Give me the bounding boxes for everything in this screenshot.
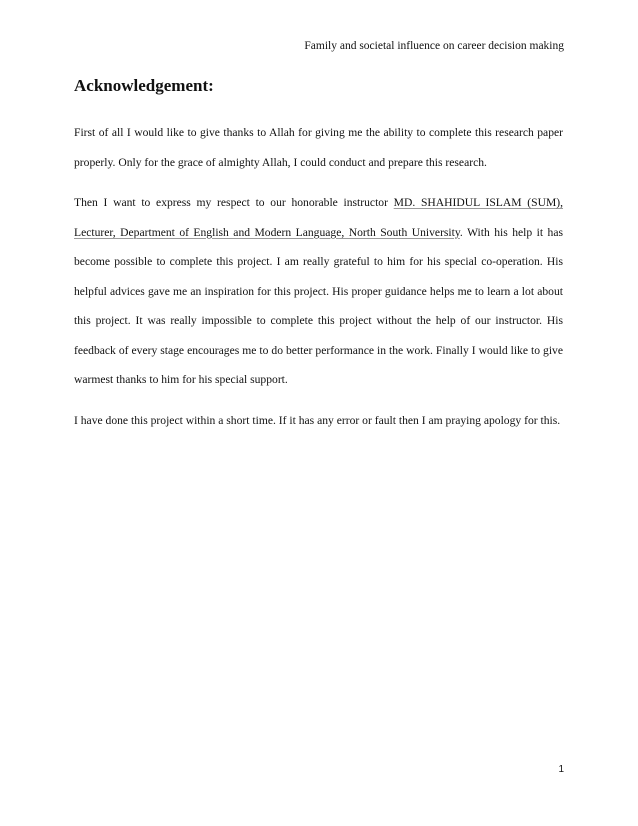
paragraph-intro-text: Then I want to express my respect to our honorable instructor: [74, 196, 394, 209]
page-title: Acknowledgement:: [74, 76, 214, 95]
running-header: Family and societal influence on career decision making: [304, 40, 564, 52]
page-number: 1: [558, 764, 564, 775]
paragraph-remaining-text: . With his help it has become possible to complete this project. I am really grateful to him for his special co-operation. His helpful advices gave me an inspiration for this project. His proper guidance helps me to learn a lot about this project. It was really impossible to complete this project without the help of our instructor. His feedback of every stage encourages me to do better performance in the work. Finally I would like to give warmest thanks to him for his special support.: [74, 225, 563, 386]
instructor-name: MD. SHAHIDUL ISLAM (SUM),: [393, 196, 564, 209]
paragraph-apology: I have done this project within a short time. If it has any error or fault then I am praying apology for this.: [74, 414, 561, 427]
paragraph-gratitude-allah: First of all I would like to give thanks to Allah for giving me the ability to complete this research paper properly. Only for the grace of almighty Allah, I could conduct and prepare this research.: [74, 126, 563, 169]
paragraph-instructor-thanks: [74, 188, 563, 395]
instructor-affiliation: Lecturer, Department of English and Modern Language, North South University: [74, 225, 460, 239]
